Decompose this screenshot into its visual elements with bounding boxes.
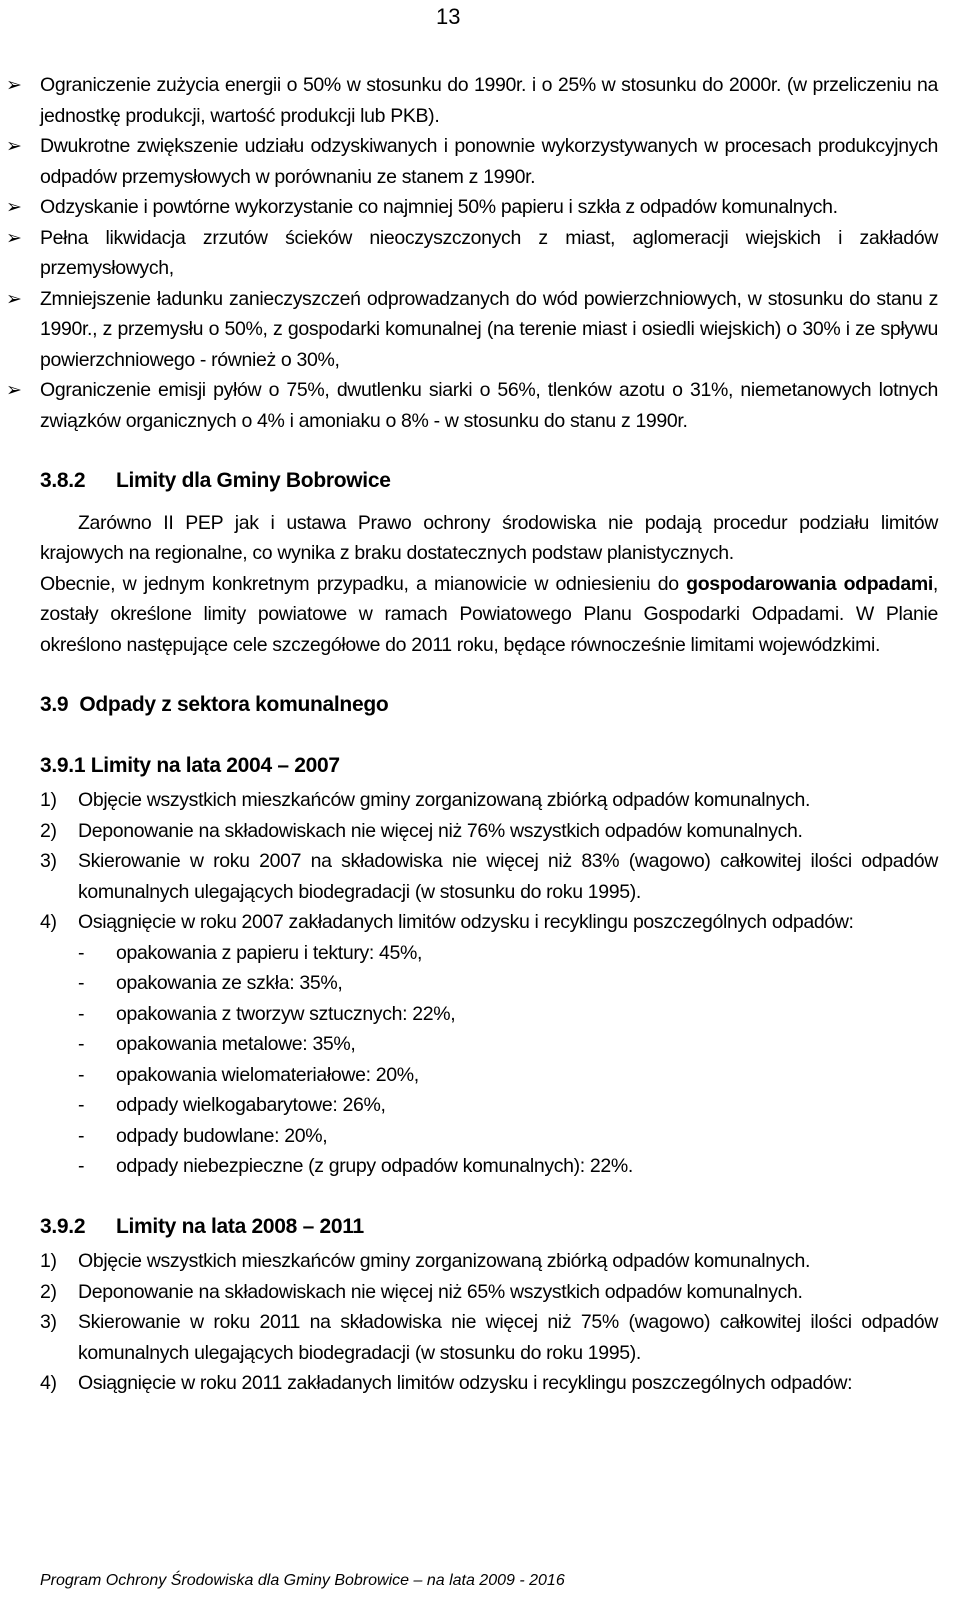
list-item: - odpady niebezpieczne (z grupy odpadów komunalnych): 22%. — [78, 1155, 633, 1177]
list-item: ➢ Dwukrotne zwiększenie udziału odzyskiwanych i ponownie wykorzystywanych w procesach produkcyjnych odpadów przemysłowych w porównaniu ze stanem z 1990r. — [40, 131, 938, 192]
limits-list-2008-2011 — [40, 1246, 938, 1399]
list-item: ➢ Zmniejszenie ładunku zanieczyszczeń odprowadzanych do wód powierzchniowych, w stosunku do stanu z 1990r., z przemysłu o 50%, z gospodarki komunalnej (na terenie miast i osiedli wiejskich) o 30% i ze spływu powierzchniowego - również o 30%, — [40, 284, 938, 376]
objectives-list — [6, 70, 938, 436]
list-item: - opakowania ze szkła: 35%, — [78, 972, 343, 994]
list-item: 1) Objęcie wszystkich mieszkańców gminy zorganizowaną zbiórką odpadów komunalnych. — [40, 1250, 811, 1272]
section-number: 3.8.2 — [40, 469, 86, 492]
section-title: Limity dla Gminy Bobrowice — [116, 469, 391, 492]
recovery-targets-list — [78, 938, 938, 1182]
section-number: 3.9.1 — [40, 753, 86, 777]
section-heading-3-9-1 — [40, 751, 938, 782]
list-item: 2) Deponowanie na składowiskach nie więcej niż 65% wszystkich odpadów komunalnych. — [40, 1280, 803, 1303]
arrow-bullet-icon: ➢ — [6, 74, 22, 96]
list-item: ➢ Pełna likwidacja zrzutów ścieków nieoczyszczonych z miast, aglomeracji wiejskich i zakładów przemysłowych, — [40, 223, 938, 284]
list-item: - odpady wielkogabarytowe: 26%, — [78, 1094, 386, 1116]
limits-list-2004-2007 — [40, 785, 938, 1182]
section-heading-3-8-2 — [40, 466, 938, 497]
arrow-bullet-icon: ➢ — [6, 226, 22, 249]
paragraph: Obecnie, w jednym konkretnym przypadku, a mianowicie w odniesieniu do gospodarowania odpadami, zostały określone limity powiatowe w ramach Powiatowego Planu Gospodarki Odpadami. W Planie określono następujące cele szczegółowe do 2011 roku, będące równocześnie limitami wojewódzkimi. — [40, 572, 938, 656]
section-heading-3-9-2 — [40, 1212, 938, 1243]
page-number: 13 — [436, 4, 461, 29]
list-item: - opakowania z tworzyw sztucznych: 22%, — [78, 1002, 456, 1025]
list-item: 4) Osiągnięcie w roku 2011 zakładanych limitów odzysku i recyklingu poszczególnych odpadów: — [40, 1372, 853, 1394]
list-item: 4) Osiągnięcie w roku 2007 zakładanych limitów odzysku i recyklingu poszczególnych odpadów: - opakowania z papieru i tektury: 45%, - opakowania ze szkła: 35%, - opakowania z tworzyw sztucznych: 22%, - opakowania metalowe: 35%, - opakowania wielomateriałowe: 20%, - odpady wielkogabarytowe: 26%, - odpady budowlane: 20%, - odpady niebezpieczne (z grupy odpadów komunalnych): 22%. — [40, 907, 938, 1182]
list-item: 1) Objęcie wszystkich mieszkańców gminy zorganizowaną zbiórką odpadów komunalnych. — [40, 789, 811, 811]
arrow-bullet-icon: ➢ — [6, 135, 22, 157]
arrow-bullet-icon: ➢ — [6, 379, 22, 401]
list-item: - opakowania metalowe: 35%, — [78, 1033, 356, 1055]
page-content — [6, 70, 938, 1399]
section-number: 3.9 — [40, 693, 69, 716]
section-title: Odpady z sektora komunalnego — [79, 693, 389, 716]
section-title: Limity na lata 2004 – 2007 — [90, 753, 340, 777]
list-item: - odpady budowlane: 20%, — [78, 1124, 328, 1147]
section-number: 3.9.2 — [40, 1214, 86, 1238]
bold-term: gospodarowania odpadami — [686, 572, 933, 595]
arrow-bullet-icon: ➢ — [6, 196, 22, 218]
list-item: - opakowania wielomateriałowe: 20%, — [78, 1063, 419, 1086]
list-item: ➢ Odzyskanie i powtórne wykorzystanie co najmniej 50% papieru i szkła z odpadów komunalnych. — [40, 192, 938, 223]
section-heading-3-9 — [40, 690, 938, 721]
list-item: ➢ Ograniczenie emisji pyłów o 75%, dwutlenku siarki o 56%, tlenków azotu o 31%, niemetanowych lotnych związków organicznych o 4% i amoniaku o 8% - w stosunku do stanu z 1990r. — [40, 375, 938, 436]
list-item: 3) Skierowanie w roku 2011 na składowiska nie więcej niż 75% (wagowo) całkowitej ilości odpadów komunalnych ulegających biodegradacji (w stosunku do roku 1995). — [40, 1311, 938, 1364]
page-footer: Program Ochrony Środowiska dla Gminy Bobrowice – na lata 2009 - 2016 — [40, 1572, 565, 1589]
list-item: ➢ Ograniczenie zużycia energii o 50% w stosunku do 1990r. i o 25% w stosunku do 2000r. (w przeliczeniu na jednostkę produkcji, wartość produkcji lub PKB). — [40, 70, 938, 131]
list-item: 2) Deponowanie na składowiskach nie więcej niż 76% wszystkich odpadów komunalnych. — [40, 819, 803, 842]
paragraph: Zarówno II PEP jak i ustawa Prawo ochrony środowiska nie podają procedur podziału limitów krajowych na regionalne, co wynika z braku dostatecznych podstaw planistycznych. — [40, 511, 938, 564]
list-item: - opakowania z papieru i tektury: 45%, — [78, 941, 423, 964]
arrow-bullet-icon: ➢ — [6, 287, 22, 310]
list-item: 3) Skierowanie w roku 2007 na składowiska nie więcej niż 83% (wagowo) całkowitej ilości odpadów komunalnych ulegających biodegradacji (w stosunku do roku 1995). — [40, 850, 938, 903]
section-title: Limity na lata 2008 – 2011 — [116, 1214, 364, 1238]
